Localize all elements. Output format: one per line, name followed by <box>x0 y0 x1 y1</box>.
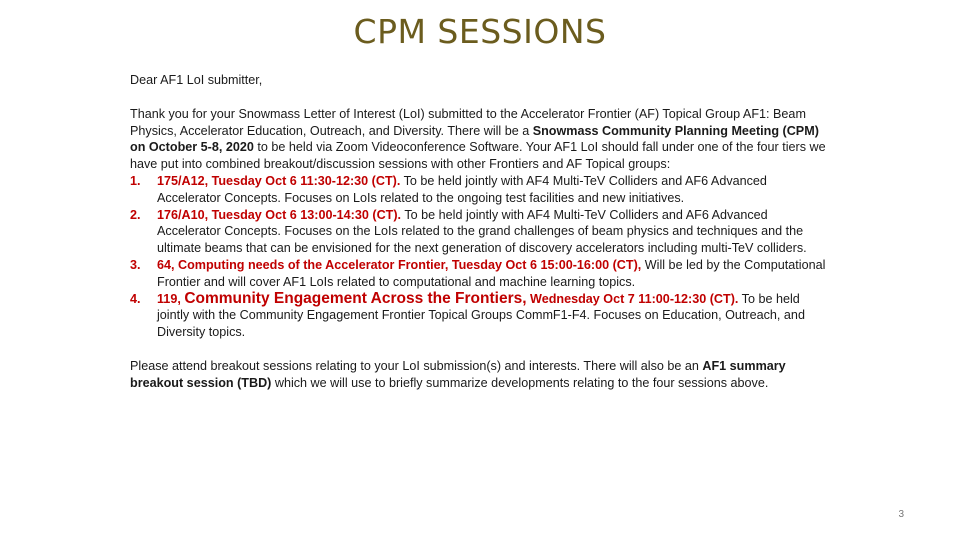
session-number: 1. <box>130 173 141 188</box>
session-number: 3. <box>130 257 141 272</box>
intro-text-1: Thank you for your Snowmass Letter of Interest (LoI) submitted to the Accelerator Frontier (AF) Topical Group AF1: Beam Physics, Accelerator Education, Outreach, and Diversity. There will be a <box>130 106 806 138</box>
session-item-2 <box>130 207 830 257</box>
session-item-4 <box>130 291 830 341</box>
session-highlight-title: Community Engagement Across the Frontiers, <box>184 289 527 307</box>
intro-text-2: to be held via Zoom Videoconference Software. Your AF1 LoI should fall under one of the four tiers we have put into combined breakout/discussion sessions with other Frontiers and AF Topical groups: <box>130 140 826 172</box>
session-item-1 <box>130 173 830 207</box>
intro-paragraph <box>130 106 830 173</box>
session-highlight: 176/A10, Tuesday Oct 6 13:00-14:30 (CT). <box>157 207 402 222</box>
session-description: To be held jointly with AF4 Multi-TeV Colliders and AF6 Advanced Accelerator Concepts. Focuses on LoIs related to the ongoing test facilities and new initiatives. <box>157 173 767 205</box>
session-highlight: 64, Computing needs of the Accelerator Frontier, Tuesday Oct 6 15:00-16:00 (CT), <box>157 257 642 272</box>
session-description: To be held jointly with the Community Engagement Frontier Topical Groups CommF1-F4. Focuses on Education, Outreach, and Diversity topics. <box>157 291 805 340</box>
summary-session: AF1 summary breakout session (TBD) <box>130 358 786 390</box>
session-description: Will be led by the Computational Frontier and will cover AF1 LoIs related to computational and machine learning topics. <box>157 257 826 289</box>
session-number: 4. <box>130 291 141 306</box>
session-highlight-time: Wednesday Oct 7 11:00-12:30 (CT). <box>526 291 739 306</box>
closing-text-2: which we will use to briefly summarize developments relating to the four sessions above. <box>271 375 769 390</box>
slide-title: CPM SESSIONS <box>353 12 607 51</box>
page-number: 3 <box>898 509 904 520</box>
session-list <box>130 173 830 341</box>
greeting: Dear AF1 LoI submitter, <box>130 73 263 87</box>
closing-paragraph <box>130 358 830 392</box>
letter-body <box>130 72 830 392</box>
session-number: 2. <box>130 207 141 222</box>
session-description: To be held jointly with AF4 Multi-TeV Colliders and AF6 Advanced Accelerator Concepts. Focuses on the LoIs related to the grand challenges of beam physics and techniques and the ultimate beams that can be envisioned for the next generation of discovery accelerators including multi-TeV colliders. <box>157 207 807 256</box>
cpm-meeting-dates: Snowmass Community Planning Meeting (CPM) on October 5-8, 2020 <box>130 123 819 155</box>
session-highlight-id: 119, <box>157 291 185 306</box>
session-highlight: 175/A12, Tuesday Oct 6 11:30-12:30 (CT). <box>157 173 401 188</box>
session-item-3 <box>130 257 830 291</box>
closing-text-1: Please attend breakout sessions relating to your LoI submission(s) and interests. There will also be an <box>130 358 703 373</box>
